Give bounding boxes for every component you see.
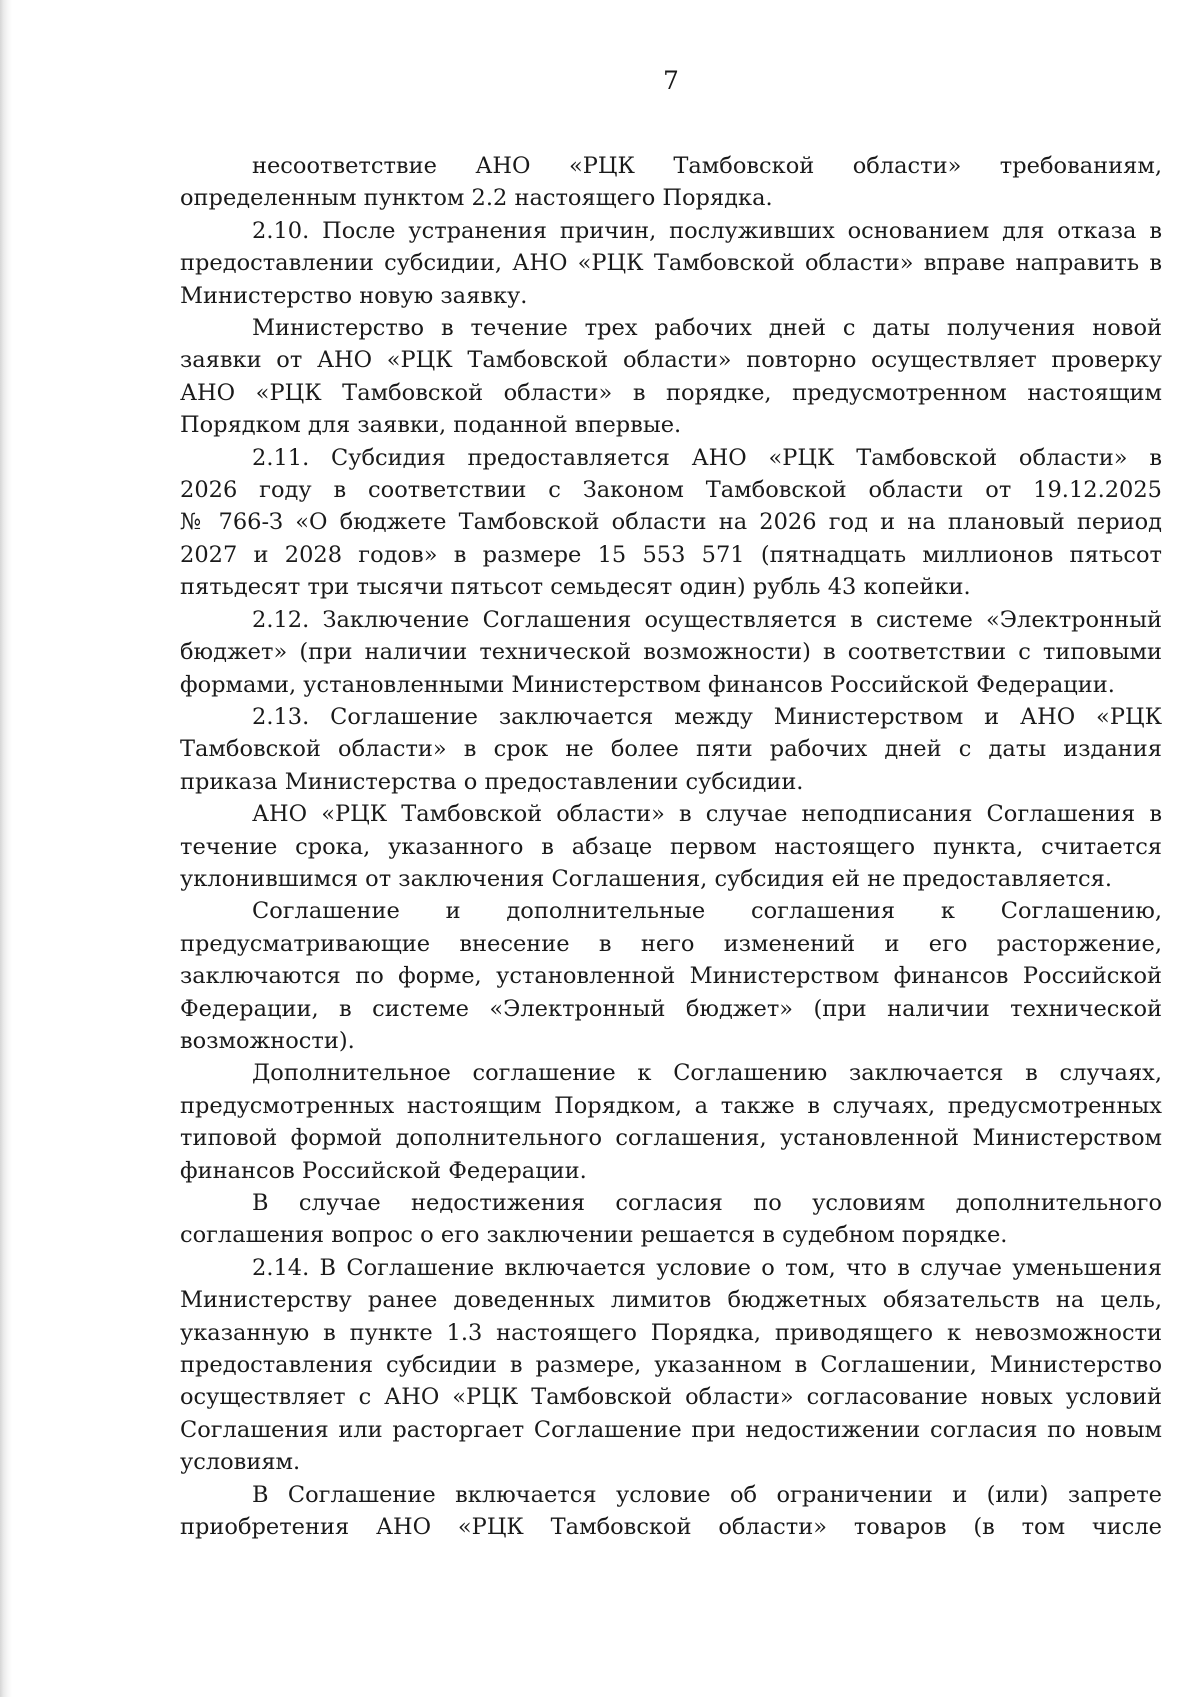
text-line: типовой формой дополнительного соглашения, установленной Министерством (180, 1125, 1162, 1152)
text-line: 2.11. Субсидия предоставляется АНО «РЦК Тамбовской области» в (252, 444, 1162, 471)
text-line: приказа Министерства о предоставлении субсидии. (180, 768, 804, 795)
text-line: Дополнительное соглашение к Соглашению заключается в случаях, (252, 1060, 1162, 1087)
text-line: Министерство в течение трех рабочих дней с даты получения новой (252, 315, 1162, 342)
text-line: 2.12. Заключение Соглашения осуществляется в системе «Электронный (252, 606, 1162, 633)
paragraph (180, 312, 1162, 442)
text-line: 2027 и 2028 годов» в размере 15 553 571 (пятнадцать миллионов пятьсот (180, 541, 1162, 568)
text-line: 2026 году в соответствии с Законом Тамбовской области от 19.12.2025 (180, 477, 1162, 504)
text-line: предоставлении субсидии, АНО «РЦК Тамбовской области» вправе направить в (180, 250, 1162, 277)
text-line: пятьдесят три тысячи пятьсот семьдесят один) рубль 43 копейки. (180, 574, 971, 601)
text-line: Федерации, в системе «Электронный бюджет» (при наличии технической (180, 995, 1162, 1022)
document-body (180, 150, 1162, 1543)
text-line: уклонившимся от заключения Соглашения, субсидия ей не предоставляется. (180, 865, 1113, 892)
text-line: осуществляет с АНО «РЦК Тамбовской области» согласование новых условий (180, 1384, 1162, 1411)
text-line: Министерству ранее доведенных лимитов бюджетных обязательств на цель, (180, 1287, 1162, 1314)
text-line: условиям. (180, 1449, 301, 1476)
paragraph (180, 604, 1162, 701)
text-line: АНО «РЦК Тамбовской области» в порядке, предусмотренном настоящим (180, 379, 1162, 406)
text-line: Порядком для заявки, поданной впервые. (180, 412, 682, 439)
text-line: бюджет» (при наличии технической возможности) в соответствии с типовыми (180, 639, 1162, 666)
text-line: 2.13. Соглашение заключается между Министерством и АНО «РЦК (252, 703, 1162, 730)
text-line: № 766-З «О бюджете Тамбовской области на 2026 год и на плановый период (180, 509, 1162, 536)
text-line: 2.14. В Соглашение включается условие о том, что в случае уменьшения (252, 1254, 1162, 1281)
text-line: течение срока, указанного в абзаце первом настоящего пункта, считается (180, 833, 1162, 860)
text-line: АНО «РЦК Тамбовской области» в случае неподписания Соглашения в (252, 801, 1162, 828)
text-line: предусмотренных настоящим Порядком, а также в случаях, предусмотренных (180, 1092, 1162, 1119)
paragraph (180, 1479, 1162, 1544)
text-line: Соглашения или расторгает Соглашение при недостижении согласия по новым (180, 1416, 1162, 1443)
text-line: предоставления субсидии в размере, указанном в Соглашении, Министерство (180, 1352, 1162, 1379)
scan-edge-shadow (0, 0, 12, 1697)
text-line: В Соглашение включается условие об ограничении и (или) запрете (252, 1481, 1162, 1508)
text-line: формами, установленными Министерством финансов Российской Федерации. (180, 671, 1115, 698)
paragraph (180, 798, 1162, 895)
paragraph (180, 1057, 1162, 1187)
text-line: В случае недостижения согласия по условиям дополнительного (252, 1190, 1162, 1216)
text-line: соглашения вопрос о его заключении решается в судебном порядке. (180, 1222, 1008, 1249)
text-line: Соглашение и дополнительные соглашения к Соглашению, (252, 898, 1162, 925)
paragraph (180, 442, 1162, 604)
text-line: заключаются по форме, установленной Министерством финансов Российской (180, 963, 1162, 990)
text-line: заявки от АНО «РЦК Тамбовской области» повторно осуществляет проверку (180, 347, 1162, 374)
text-line: 2.10. После устранения причин, послуживших основанием для отказа в (252, 217, 1162, 244)
paragraph (180, 1252, 1162, 1479)
paragraph (180, 701, 1162, 798)
paragraph (180, 150, 1162, 215)
text-line: определенным пунктом 2.2 настоящего Порядка. (180, 185, 773, 212)
paragraph (180, 215, 1162, 312)
paragraph (180, 895, 1162, 1057)
text-line: финансов Российской Федерации. (180, 1157, 587, 1184)
page-number: 7 (663, 66, 679, 95)
text-line: указанную в пункте 1.3 настоящего Порядка, приводящего к невозможности (180, 1319, 1162, 1346)
text-line: возможности). (180, 1027, 355, 1054)
paragraph (180, 1187, 1162, 1252)
text-line: Тамбовской области» в срок не более пяти рабочих дней с даты издания (180, 736, 1162, 763)
text-line: приобретения АНО «РЦК Тамбовской области» товаров (в том числе (180, 1514, 1162, 1541)
text-line: Министерство новую заявку. (180, 282, 528, 309)
text-line: несоответствие АНО «РЦК Тамбовской области» требованиям, (252, 153, 1162, 179)
text-line: предусматривающие внесение в него изменений и его расторжение, (180, 930, 1162, 957)
